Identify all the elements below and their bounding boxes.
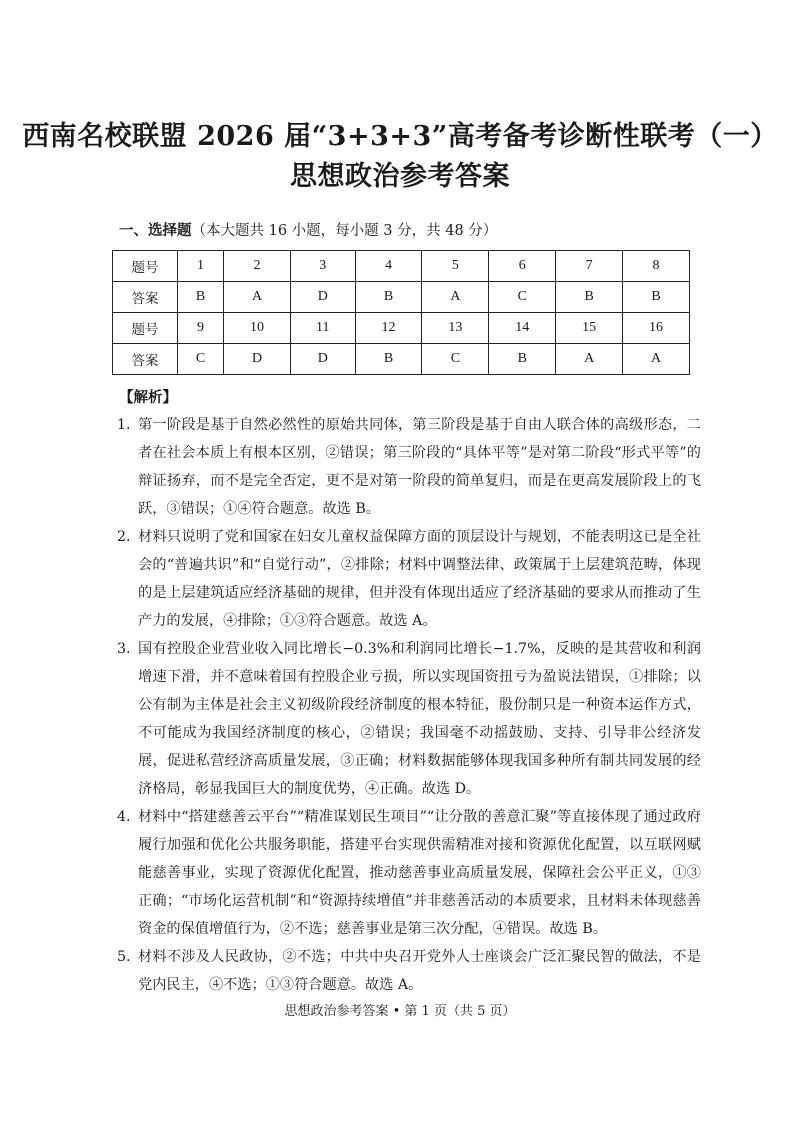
table-cell: 5	[422, 251, 489, 282]
table-cell: C	[489, 282, 556, 313]
document-subtitle: 思想政治参考答案	[290, 161, 510, 192]
list-item	[117, 803, 701, 943]
table-cell: 9	[178, 313, 224, 344]
table-cell: 13	[422, 313, 489, 344]
table-cell: D	[224, 344, 291, 375]
table-cell: B	[489, 344, 556, 375]
table-cell: 14	[489, 313, 556, 344]
table-row	[113, 344, 690, 375]
table-cell: B	[556, 282, 623, 313]
section-heading	[119, 219, 497, 240]
table-cell: B	[355, 344, 422, 375]
table-cell: 16	[623, 313, 690, 344]
table-cell: B	[355, 282, 422, 313]
row-label: 答案	[113, 282, 178, 313]
answer-table	[112, 250, 690, 375]
table-cell: 12	[355, 313, 422, 344]
item-number: 5.	[117, 949, 131, 965]
table-row	[113, 313, 690, 344]
table-row	[113, 282, 690, 313]
table-row	[113, 251, 690, 282]
analysis-label: 【解析】	[119, 389, 177, 406]
list-item	[117, 523, 701, 635]
table-cell: B	[178, 282, 224, 313]
table-cell: A	[422, 282, 489, 313]
table-cell: D	[290, 282, 355, 313]
table-cell: 8	[623, 251, 690, 282]
item-text: 第一阶段是基于自然必然性的原始共同体，第三阶段是基于自由人联合体的高级形态，二者在社会本质上有根本区别，②错误；第三阶段的“具体平等”是对第二阶段“形式平等”的辩证扬弃，而不是完全否定，更不是对第一阶段的简单复归，而是在更高发展阶段上的飞跃，③错误；①④符合题意。故选 B。	[138, 417, 701, 517]
item-text: 材料中“搭建慈善云平台”“精准谋划民生项目”“让分散的善意汇聚”等直接体现了通过政府履行加强和优化公共服务职能，搭建平台实现供需精准对接和资源优化配置，以互联网赋能慈善事业，实现了资源优化配置，推动慈善事业高质量发展，保障社会公平正义，①③正确；“市场化运营机制”和“资源持续增值”并非慈善活动的本质要求，且材料未体现慈善资金的保值增值行为，②不选；慈善事业是第三次分配，④错误。故选 B。	[138, 809, 701, 937]
list-item	[117, 635, 701, 803]
list-item	[117, 411, 701, 523]
table-cell: 15	[556, 313, 623, 344]
item-number: 3.	[117, 641, 131, 657]
document-title: 西南名校联盟 2026 届“3+3+3”高考备考诊断性联考（一）	[22, 121, 778, 152]
list-item	[117, 943, 701, 999]
item-number: 1.	[117, 417, 131, 433]
row-label: 题号	[113, 313, 178, 344]
table-cell: B	[623, 282, 690, 313]
item-text: 材料只说明了党和国家在妇女儿童权益保障方面的顶层设计与规划，不能表明这已是全社会的“普遍共识”和“自觉行动”，②排除；材料中调整法律、政策属于上层建筑范畴，体现的是上层建筑适应经济基础的规律，但并没有体现出适应了经济基础的要求从而推动了生产力的发展，④排除；①③符合题意。故选 A。	[138, 529, 701, 629]
table-cell: C	[422, 344, 489, 375]
table-cell: 10	[224, 313, 291, 344]
row-label: 题号	[113, 251, 178, 282]
table-cell: C	[178, 344, 224, 375]
row-label: 答案	[113, 344, 178, 375]
table-cell: A	[224, 282, 291, 313]
table-cell: 11	[290, 313, 355, 344]
item-text: 国有控股企业营业收入同比增长−0.3%和利润同比增长−1.7%，反映的是其营收和利润增速下滑，并不意味着国有控股企业亏损，所以实现国资扭亏为盈说法错误，①排除；以公有制为主体是社会主义初级阶段经济制度的根本特征，股份制只是一种资本运作方式，不可能成为我国经济制度的核心，②错误；我国毫不动摇鼓励、支持、引导非公经济发展，促进私营经济高质量发展，③正确；材料数据能够体现我国多种所有制共同发展的经济格局，彰显我国巨大的制度优势，④正确。故选 D。	[138, 641, 701, 797]
table-cell: 2	[224, 251, 291, 282]
table-cell: A	[556, 344, 623, 375]
table-cell: 1	[178, 251, 224, 282]
table-cell: D	[290, 344, 355, 375]
table-cell: 6	[489, 251, 556, 282]
table-cell: 4	[355, 251, 422, 282]
item-number: 4.	[117, 809, 131, 825]
analysis-list	[117, 411, 701, 999]
table-cell: 7	[556, 251, 623, 282]
item-number: 2.	[117, 529, 131, 545]
section-heading-note: （本大题共 16 小题，每小题 3 分，共 48 分）	[191, 223, 498, 239]
page-footer: 思想政治参考答案 • 第 1 页（共 5 页）	[284, 1004, 516, 1019]
table-cell: 3	[290, 251, 355, 282]
section-heading-label: 一、选择题	[119, 222, 192, 239]
item-text: 材料不涉及人民政协，②不选；中共中央召开党外人士座谈会广泛汇聚民智的做法，不是党内民主，④不选；①③符合题意。故选 A。	[138, 949, 701, 993]
table-cell: A	[623, 344, 690, 375]
